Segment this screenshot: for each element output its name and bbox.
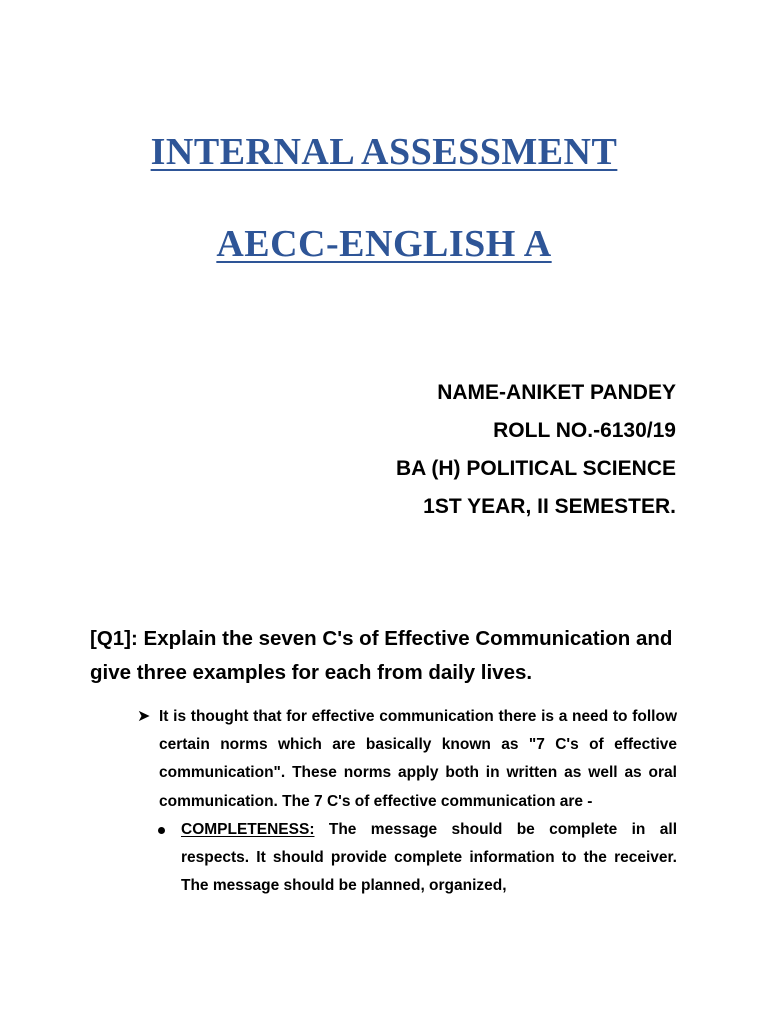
student-info [396, 374, 676, 526]
list-item [137, 816, 677, 901]
answer-intro-text: It is thought that for effective communication there is a need to follow certain norms which are basically known as "7 C's of effective communication". These norms apply both in written as well as oral communication. The 7 C's of effective communication are - [159, 708, 677, 810]
answer-section [137, 703, 677, 901]
student-roll-number: ROLL NO.-6130/19 [493, 419, 676, 442]
document-title [0, 130, 768, 174]
answer-intro [137, 703, 677, 816]
arrow-bullet-icon: ➤ [137, 708, 151, 725]
list-item-term: COMPLETENESS: [181, 820, 315, 838]
student-year: 1ST YEAR, II SEMESTER. [423, 495, 676, 518]
question-text: [Q1]: Explain the seven C's of Effective Communication and give three examples for each from daily lives. [90, 627, 673, 684]
document-subtitle [0, 222, 768, 266]
round-bullet-icon [158, 827, 165, 834]
student-name: NAME-ANIKET PANDEY [437, 381, 676, 404]
document-title-text: INTERNAL ASSESSMENT [150, 131, 618, 173]
list-item-text: The message should be complete in all respects. It should provide complete information to the receiver. The message should be planned, organized, [181, 820, 677, 895]
document-subtitle-text: AECC-ENGLISH A [216, 223, 552, 265]
student-course: BA (H) POLITICAL SCIENCE [395, 457, 676, 480]
